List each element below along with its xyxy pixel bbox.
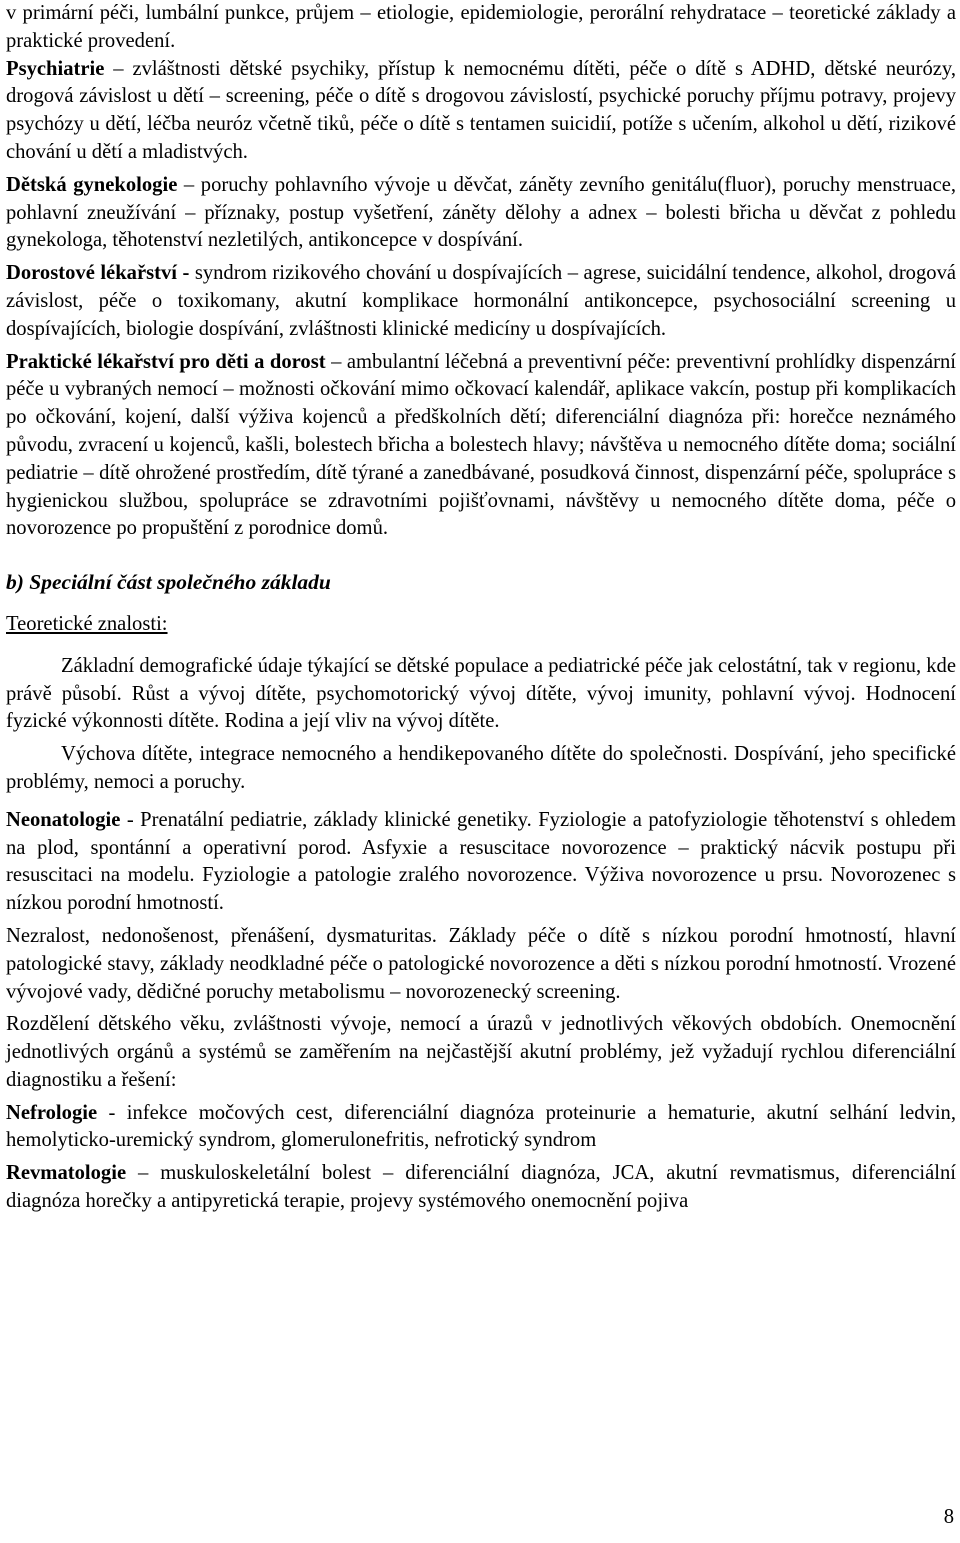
term-psychiatry: Psychiatrie xyxy=(6,57,105,80)
paragraph-text: v primární péči, lumbální punkce, průjem – etiologie, epidemiologie, perorální rehydratace – teoretické základy a praktické provedení. xyxy=(6,2,956,52)
section-b-subheading: Teoretické znalosti: xyxy=(6,612,168,635)
paragraph-demographics: Základní demografické údaje týkající se dětské populace a pediatrické péče jak celostátní, tak v regionu, kde právě působí. Růst a vývoj dítěte, psychomotorický vývoj dítěte, vývoj imunity, pohlavní vývoj. Hodnocení fyzické výkonnosti dítěte. Rodina a její vliv na vývoj dítěte. xyxy=(6,654,956,733)
paragraph-practical-pediatrics xyxy=(6,349,956,544)
paragraph-text: – zvláštnosti dětské psychiky, přístup k nemocnému dítěti, péče o dítě s ADHD, dětské neurózy, drogová závislost u dětí – screening, péče o dítě s drogovou závislostí, psychické poruchy příjmu potravy, projevy psychózy u dětí, léčba neuróz včetně tiků, péče o dítě s tentamen suicidií, potíže s učením, alkohol u dětí, rizikové chování u dětí a mladistvých. xyxy=(6,57,956,163)
paragraph-primary-care xyxy=(6,0,956,56)
paragraph-gynecology xyxy=(6,172,956,255)
term-neonatology: Neonatologie xyxy=(6,808,121,831)
paragraph-text: – ambulantní léčebná a preventivní péče: preventivní prohlídky dispenzární péče u vybraných nemocí – možnosti očkování mimo očkovací kalendář, aplikace vakcín, postup při komplikacích po očkování, kojení, další výživa kojenců a předškolních dětí; diferenciální diagnóza při: horečce neznámého původu, zvracení u kojenců, kašli, bolestech břicha a bolestech hlavy; návštěva u nemocného dítěte doma; sociální pediatrie – dítě ohrožené prostředím, dítě týrané a zanedbávané, posudková činnost, dispenzární péče, spolupráce s hygienickou službou, spolupráce se zdravotními pojišťovnami, návštěvy u nemocného dítěte doma, péče o novorozence po propuštění z porodnice domů. xyxy=(6,350,956,540)
paragraph-text: – poruchy pohlavního vývoje u děvčat, záněty zevního genitálu(fluor), poruchy menstruace, pohlavní zneužívání – příznaky, postup vyšetření, záněty dělohy a adnex – bolesti břicha u děvčat z pohledu gynekologa, těhotenství nezletilých, antikoncepce v dospívání. xyxy=(6,173,956,252)
paragraph-rheumatology xyxy=(6,1160,956,1216)
paragraph-nephrology xyxy=(6,1100,956,1156)
paragraph-text: syndrom rizikového chování u dospívajících – agrese, suicidální tendence, alkohol, drogová závislost, péče o toxikomany, akutní komplikace hormonální antikoncepce, psychosociální screening u dospívajících, biologie dospívání, zvláštnosti klinické medicíny u dospívajících. xyxy=(6,262,957,340)
page-number: 8 xyxy=(943,1506,954,1528)
term-rheumatology: Revmatologie xyxy=(6,1162,127,1185)
paragraph-age-division: Rozdělení dětského věku, zvláštnosti vývoje, nemocí a úrazů v jednotlivých věkových obdobích. Onemocnění jednotlivých orgánů a systémů se zaměřením na nejčastější akutní problémy, jež vyžadují rychlou diferenciální diagnostiku a řešení: xyxy=(6,1013,956,1091)
paragraph-psychiatry xyxy=(6,56,956,167)
term-adolescent-medicine: Dorostové lékařství - xyxy=(6,262,190,285)
term-practical-pediatrics: Praktické lékařství pro děti a dorost xyxy=(6,350,326,373)
paragraph-adolescent-medicine xyxy=(6,260,956,343)
term-gynecology: Dětská gynekologie xyxy=(6,173,178,196)
paragraph-prematurity: Nezralost, nedonošenost, přenášení, dysmaturitas. Základy péče o dítě s nízkou porodní hmotností, hlavní patologické stavy, základy neodkladné péče o patologické novorozence a děti s nízkou porodní hmotností. Vrozené vývojové vady, dědičné poruchy metabolismu – novorozenecký screening. xyxy=(6,924,956,1003)
paragraph-upbringing: Výchova dítěte, integrace nemocného a hendikepovaného dítěte do společnosti. Dospívání, jeho specifické problémy, nemoci a poruchy. xyxy=(6,743,956,793)
paragraph-text: - infekce močových cest, diferenciální diagnóza proteinurie a hematurie, akutní selhání ledvin, hemolyticko-uremický syndrom, glomerulonefritis, nefrotický syndrom xyxy=(6,1101,956,1152)
paragraph-neonatology xyxy=(6,807,956,918)
paragraph-text: - Prenatální pediatrie, základy klinické genetiky. Fyziologie a patofyziologie těhotenství s ohledem na plod, spontánní a operativní porod. Asfyxie a resuscitace novorozence – praktický nácvik postupu při resuscitaci na modelu. Fyziologie a patologie zralého novorozence. Výživa novorozence u prsu. Novorozenec s nízkou porodní hmotností. xyxy=(6,808,956,915)
term-nephrology: Nefrologie xyxy=(6,1101,98,1124)
paragraph-text: – muskuloskeletální bolest – diferenciální diagnóza, JCA, akutní revmatismus, diferenciální diagnóza horečky a antipyretická terapie, projevy systémového onemocnění pojiva xyxy=(6,1162,956,1213)
document-page xyxy=(6,0,956,1216)
section-b-heading: b) Speciální část společného základu xyxy=(6,570,331,595)
